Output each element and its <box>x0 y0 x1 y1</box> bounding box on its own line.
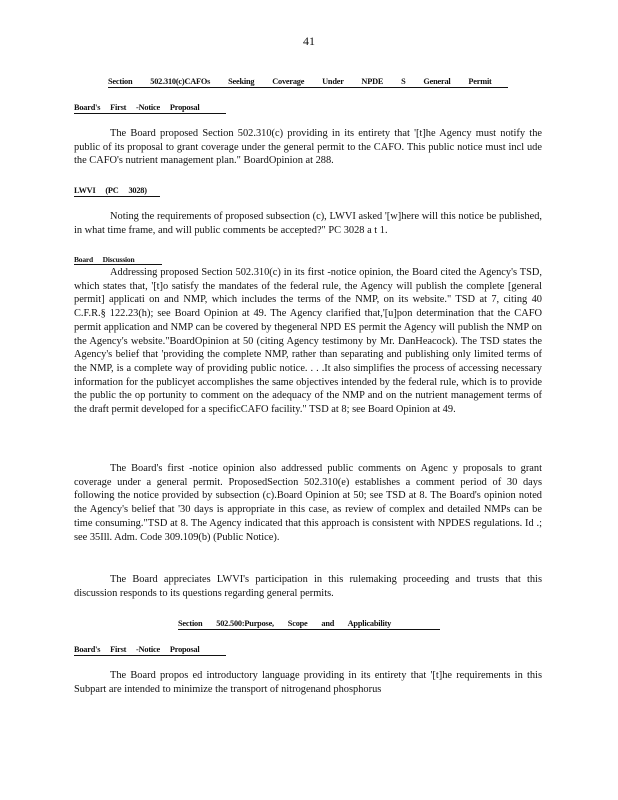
subheading-underline <box>74 113 226 114</box>
paragraph-introductory-language: The Board propos ed introductory language providing in its entirety that '[t]he requirements in this Subpart are intended to minimize the transport of nitrogenand phosphorus <box>74 670 542 695</box>
subheading-underline <box>74 196 160 197</box>
paragraph-appreciation: The Board appreciates LWVI's participation in this rulemaking proceeding and trusts that this discussion responds to its questions regarding general permits. <box>74 574 542 599</box>
subheading-first-notice-proposal: Board's First -Notice Proposal <box>74 645 200 654</box>
subheading-underline <box>74 264 162 265</box>
paragraph-board-discussion: Addressing proposed Section 502.310(c) in its first -notice opinion, the Board cited the Agency's TSD, which states that, '[t]o satisfy the mandates of the federal rule, the Agency will publish the complete [general permit] applicati on and NMP, which includes the terms of the NMP, on its website." TSD at 7, citing 40 C.F.R.§ 122.23(h); see Board Opinion at 49. The Agency clarified that,'[u]pon determination that the CAFO permit application and NMP can be covered by thegeneral NPD ES permit the Agency will publish the NMP on the Agency's website."BoardOpinion at 50 (citing Agency testimony by Mr. DanHeacock). The TSD states the Agency's belief that 'providing the complete NMP, rather than separating and publishing only limited terms of the NMP, is a complete way of providing public notice. . . .It also simplifies the process of accessing necessary information for the publicyet accomplishes the same objectives intended by the federal rule, which is to provide the public the op portunity to comment on the adequacy of the NMP and on the nutrient management terms of the draft permit developed for a specificCAFO facility." TSD at 8; see Board Opinion at 49. <box>74 267 542 416</box>
section-heading-502-500: Section 502.500:Purpose, Scope and Applicability <box>178 619 392 628</box>
subheading-first-notice-proposal: Board's First -Notice Proposal <box>74 103 200 112</box>
paragraph-board-proposal: The Board proposed Section 502.310(c) providing in its entirety that '[t]he Agency must notify the public of its proposal to grant coverage under the general permit to the CAFO. This public notice must incl ude the CAFO's nutrient management plan." BoardOpinion at 288. <box>74 128 542 167</box>
section-heading-underline <box>178 629 440 630</box>
paragraph-public-comments: The Board's first -notice opinion also addressed public comments on Agenc y proposals to grant coverage under a general permit. ProposedSection 502.310(e) establishes a comment period of 30 days following the notice provided by subsection (c).Board Opinion at 50; see TSD at 8. The Board's opinion noted the Agency's belief that '30 days is appropriate in this case, as review of complex and detailed NMPs can be time consuming."TSD at 8. The Agency indicated that this approach is consistent with NPDES regulations. Id .; see 35Ill. Adm. Code 309.109(b) (Public Notice). <box>74 463 542 543</box>
paragraph-lwvi-question: Noting the requirements of proposed subsection (c), LWVI asked '[w]here will this notice be published, in what time frame, and will public comments be accepted?" PC 3028 a t 1. <box>74 211 542 236</box>
subheading-board-discussion: Board Discussion <box>74 255 135 264</box>
subheading-underline <box>74 655 226 656</box>
page-number: 41 <box>303 34 315 48</box>
subheading-lwvi: LWVI (PC 3028) <box>74 186 147 195</box>
section-heading-underline <box>108 87 508 88</box>
section-heading-502-310c: Section 502.310(c)CAFOs Seeking Coverage Under NPDE S General Permit <box>108 77 492 86</box>
